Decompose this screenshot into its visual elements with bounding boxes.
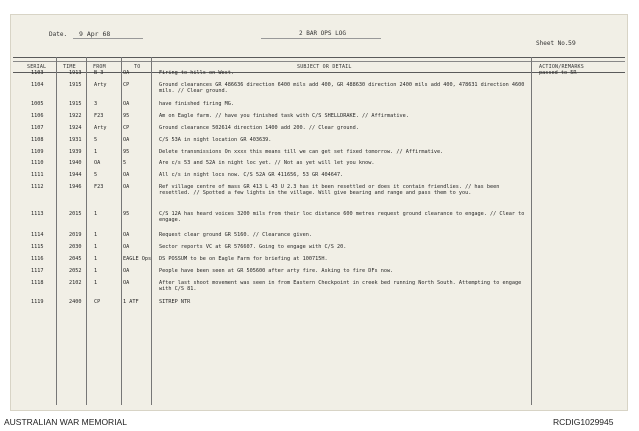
time-cell: 2400: [69, 299, 82, 305]
remarks-cell: passed to 5R: [539, 70, 577, 76]
serial-cell: 1108: [31, 137, 44, 143]
serial-cell: 1119: [31, 299, 44, 305]
from-cell: 1: [94, 232, 98, 238]
col-time: TIME: [63, 64, 76, 70]
to-cell: 1 ATF: [123, 299, 139, 305]
to-cell: OA: [123, 101, 130, 107]
time-cell: 1939: [69, 149, 82, 155]
footer-source: AUSTRALIAN WAR MEMORIAL: [4, 417, 127, 427]
to-cell: OA: [123, 244, 130, 250]
subject-cell: Firing to hills on West.: [159, 70, 234, 76]
divider-from: [121, 57, 122, 405]
to-cell: OA: [123, 268, 130, 274]
serial-cell: 1112: [31, 184, 44, 190]
serial-cell: 1106: [31, 113, 44, 119]
col-to: TO: [134, 64, 141, 70]
log-sheet: [10, 14, 628, 411]
header-top-line: [13, 57, 625, 58]
time-cell: 1940: [69, 160, 82, 166]
from-cell: Arty: [94, 82, 107, 88]
sheet-value: 59: [568, 39, 576, 47]
date-underline: [73, 38, 143, 39]
serial-cell: 1113: [31, 211, 44, 217]
to-cell: 5: [123, 160, 127, 166]
from-cell: 1: [94, 280, 98, 286]
serial-cell: 1118: [31, 280, 44, 286]
from-cell: Arty: [94, 125, 107, 131]
to-cell: OA: [123, 172, 130, 178]
from-cell: F23: [94, 113, 104, 119]
time-cell: 1931: [69, 137, 82, 143]
time-cell: 2030: [69, 244, 82, 250]
from-cell: 1: [94, 244, 98, 250]
col-remarks: ACTION/REMARKS: [539, 64, 584, 70]
subject-cell: C/S 53A in night location GR 403639.: [159, 137, 272, 143]
subject-cell: Ground clearances GR 486636 direction 6400 mils add 400, GR 488630 direction 2400 mils add 400, 478631 direction 4600 mils. // Clear ground.: [159, 82, 525, 94]
serial-cell: 1111: [31, 172, 44, 178]
to-cell: OA: [123, 184, 130, 190]
date-label: Date.: [49, 31, 68, 38]
from-cell: 5: [94, 172, 98, 178]
from-cell: B 3: [94, 70, 104, 76]
date-value: 9 Apr 68: [79, 30, 111, 38]
from-cell: 3: [94, 101, 98, 107]
subject-cell: C/S 12A has heard voices 3200 mils from their loc distance 600 metres request ground clearance to engage. // Clear to engage.: [159, 211, 525, 223]
time-cell: 2015: [69, 211, 82, 217]
subject-cell: have finished firing MG.: [159, 101, 234, 107]
from-cell: CP: [94, 299, 101, 305]
to-cell: 95: [123, 113, 130, 119]
from-cell: F23: [94, 184, 104, 190]
to-cell: EAGLE Ops: [123, 256, 152, 262]
from-cell: 1: [94, 268, 98, 274]
log-title: 2 BAR OPS LOG: [299, 30, 346, 37]
from-cell: 5: [94, 137, 98, 143]
to-cell: CP: [123, 125, 130, 131]
col-serial: SERIAL: [27, 64, 47, 70]
subject-cell: After last shoot movement was seen in from Eastern Checkpoint in creek bed running North South. Attempting to engage with C/S 81.: [159, 280, 522, 292]
subject-cell: People have been seen at GR 505600 after arty fire. Asking to fire DFs now.: [159, 268, 394, 274]
title-underline: [261, 38, 381, 39]
serial-cell: 1107: [31, 125, 44, 131]
subject-cell: DS POSSUM to be on Eagle Farm for briefing at 100715H.: [159, 256, 328, 262]
serial-cell: 1109: [31, 149, 44, 155]
time-cell: 1913: [69, 70, 82, 76]
subject-cell: Am on Eagle farm. // have you finished task with C/S SHELLDRAKE. // Affirmative.: [159, 113, 409, 119]
serial-cell: 1103: [31, 70, 44, 76]
serial-cell: 1116: [31, 256, 44, 262]
divider-time: [86, 57, 87, 405]
serial-cell: 1114: [31, 232, 44, 238]
to-cell: CP: [123, 82, 130, 88]
subject-cell: SITREP NTR: [159, 299, 191, 305]
time-cell: 1915: [69, 82, 82, 88]
serial-cell: 1110: [31, 160, 44, 166]
to-cell: 95: [123, 149, 130, 155]
divider-to: [151, 57, 152, 405]
serial-cell: 1117: [31, 268, 44, 274]
serial-cell: 1115: [31, 244, 44, 250]
subject-cell: All c/s in night locs now. C/S 52A GR 411656, 53 GR 404647.: [159, 172, 344, 178]
subject-cell: Are c/s 53 and 52A in night loc yet. // Not as yet will let you know.: [159, 160, 375, 166]
time-cell: 1915: [69, 101, 82, 107]
to-cell: OA: [123, 137, 130, 143]
time-cell: 1946: [69, 184, 82, 190]
to-cell: OA: [123, 280, 130, 286]
subject-cell: Ref village centre of mass GR 413 L 43 U 2.3 has it been resettled or does it contain friendlies. // has been resettled. // Spotted a few lights in the village. Will give bearing and range and pass them to you.: [159, 184, 500, 196]
time-cell: 2102: [69, 280, 82, 286]
sheet-label: Sheet No.: [536, 40, 569, 47]
time-cell: 2045: [69, 256, 82, 262]
time-cell: 1924: [69, 125, 82, 131]
from-cell: 1: [94, 149, 98, 155]
from-cell: 1: [94, 256, 98, 262]
time-cell: 1944: [69, 172, 82, 178]
subject-cell: Delete transmissions On xxxx this means till we can get set fixed tomorrow. // Affirmative.: [159, 149, 444, 155]
time-cell: 2019: [69, 232, 82, 238]
serial-cell: 1104: [31, 82, 44, 88]
time-cell: 1922: [69, 113, 82, 119]
subject-cell: Ground clearance 502614 direction 1400 add 200. // Clear ground.: [159, 125, 359, 131]
to-cell: 95: [123, 211, 130, 217]
footer-reference: RCDIG1029945: [553, 417, 614, 427]
time-cell: 2052: [69, 268, 82, 274]
to-cell: OA: [123, 232, 130, 238]
from-cell: OA: [94, 160, 101, 166]
col-from: FROM: [93, 64, 106, 70]
subject-cell: Request clear ground GR 5160. // Clearance given.: [159, 232, 313, 238]
header-mid-line: [13, 61, 625, 62]
serial-cell: 1005: [31, 101, 44, 107]
to-cell: OA: [123, 70, 130, 76]
col-subject: SUBJECT OR DETAIL: [297, 64, 352, 70]
from-cell: 1: [94, 211, 98, 217]
subject-cell: Sector reports VC at GR 576607. Going to engage with C/S 20.: [159, 244, 347, 250]
divider-subject: [531, 57, 532, 405]
divider-serial: [56, 57, 57, 405]
